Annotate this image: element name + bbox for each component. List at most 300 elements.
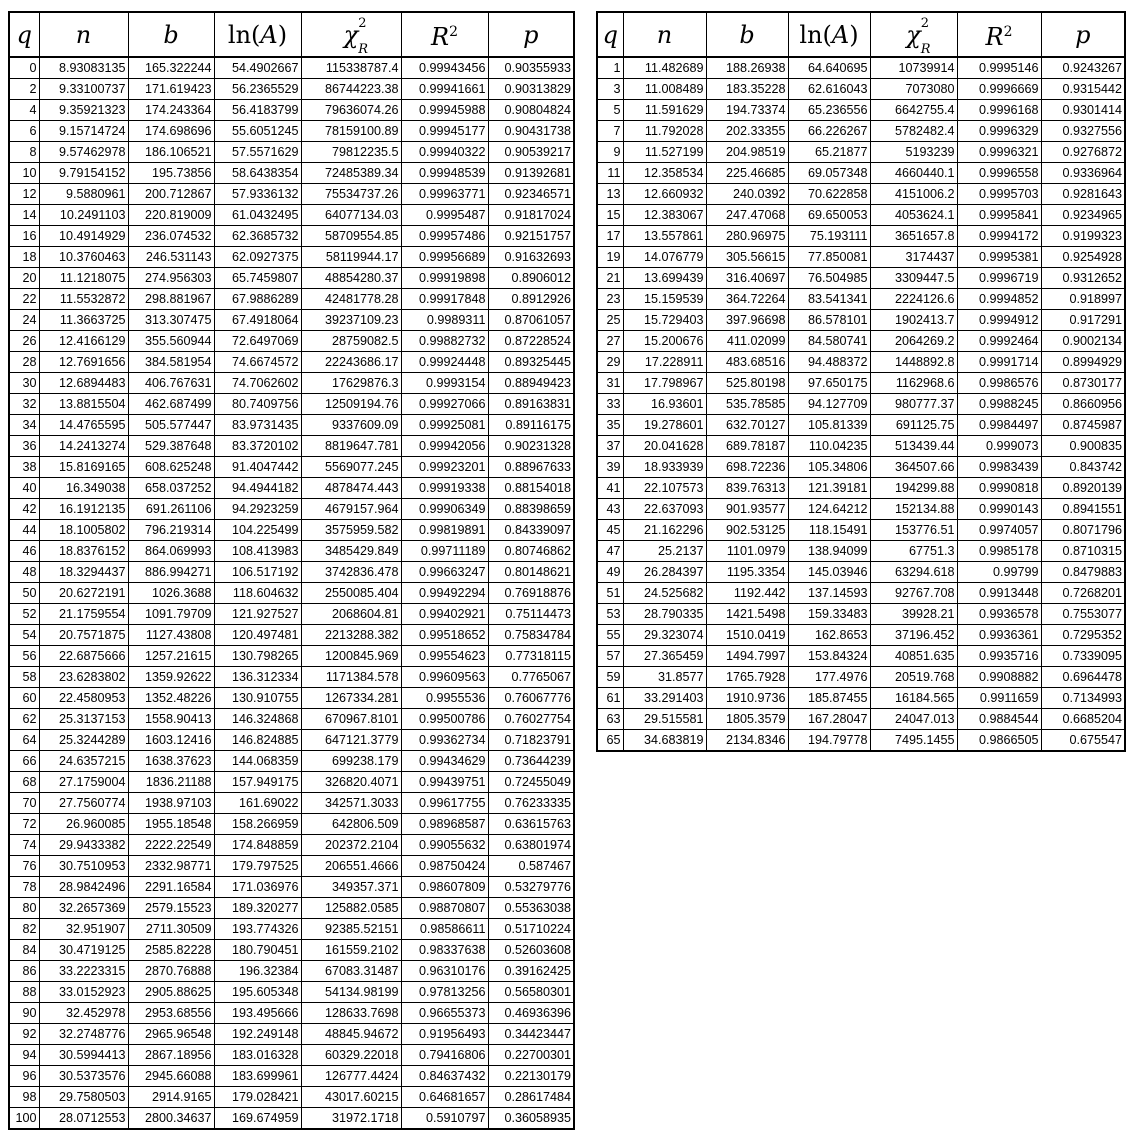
cell-q: 14 [9,205,39,226]
cell-n: 20.7571875 [39,625,128,646]
cell-b: 2579.15523 [128,898,214,919]
cell-q: 34 [9,415,39,436]
cell-q: 45 [597,520,623,541]
cell-p: 0.52603608 [488,940,574,961]
cell-r-squared: 0.9989311 [401,310,488,331]
cell-chi-squared-reduced: 4053624.1 [870,205,957,226]
cell-q: 46 [9,541,39,562]
cell-chi-squared-reduced: 67751.3 [870,541,957,562]
header-n: n [39,12,128,57]
cell-ln-a: 193.774326 [214,919,301,940]
cell-b: 1765.7928 [706,667,788,688]
cell-n: 32.2657369 [39,898,128,919]
cell-r-squared: 0.99617755 [401,793,488,814]
results-table-even-q [8,11,575,1130]
cell-b: 236.074532 [128,226,214,247]
cell-ln-a: 169.674959 [214,1108,301,1130]
cell-p: 0.51710224 [488,919,574,940]
table-row [9,604,574,625]
cell-p: 0.56580301 [488,982,574,1003]
cell-chi-squared-reduced: 72485389.34 [301,163,401,184]
cell-n: 27.365459 [623,646,706,667]
table-row [597,79,1125,100]
table-row [9,1087,574,1108]
cell-ln-a: 72.6497069 [214,331,301,352]
cell-chi-squared-reduced: 5569077.245 [301,457,401,478]
table-row [597,709,1125,730]
cell-n: 31.8577 [623,667,706,688]
cell-ln-a: 167.28047 [788,709,870,730]
cell-ln-a: 83.9731435 [214,415,301,436]
cell-chi-squared-reduced: 40851.635 [870,646,957,667]
cell-b: 1127.43808 [128,625,214,646]
table-row [597,730,1125,752]
cell-ln-a: 185.87455 [788,688,870,709]
cell-n: 27.1759004 [39,772,128,793]
table-row [9,1108,574,1130]
cell-n: 29.323074 [623,625,706,646]
cell-r-squared: 0.99799 [957,562,1041,583]
cell-chi-squared-reduced: 8819647.781 [301,436,401,457]
cell-ln-a: 62.0927375 [214,247,301,268]
table-row [597,499,1125,520]
cell-ln-a: 94.488372 [788,352,870,373]
cell-b: 298.881967 [128,289,214,310]
cell-b: 2800.34637 [128,1108,214,1130]
cell-r-squared: 0.99927066 [401,394,488,415]
cell-n: 28.790335 [623,604,706,625]
cell-p: 0.76067776 [488,688,574,709]
cell-chi-squared-reduced: 642806.509 [301,814,401,835]
cell-n: 10.3760463 [39,247,128,268]
cell-q: 56 [9,646,39,667]
table-row [597,121,1125,142]
cell-n: 10.4914929 [39,226,128,247]
cell-q: 30 [9,373,39,394]
cell-chi-squared-reduced: 4878474.443 [301,478,401,499]
cell-p: 0.55363038 [488,898,574,919]
table-row [9,268,574,289]
cell-ln-a: 70.622858 [788,184,870,205]
table-row [9,898,574,919]
cell-b: 529.387648 [128,436,214,457]
table-row [9,646,574,667]
cell-ln-a: 69.057348 [788,163,870,184]
cell-ln-a: 118.604632 [214,583,301,604]
cell-q: 47 [597,541,623,562]
cell-chi-squared-reduced: 39928.21 [870,604,957,625]
cell-p: 0.91392681 [488,163,574,184]
cell-n: 9.33100737 [39,79,128,100]
cell-chi-squared-reduced: 670967.8101 [301,709,401,730]
cell-ln-a: 54.4902667 [214,57,301,79]
cell-r-squared: 0.9996719 [957,268,1041,289]
cell-n: 9.79154152 [39,163,128,184]
cell-q: 26 [9,331,39,352]
cell-n: 14.076779 [623,247,706,268]
cell-r-squared: 0.79416806 [401,1045,488,1066]
cell-p: 0.72455049 [488,772,574,793]
cell-chi-squared-reduced: 152134.88 [870,499,957,520]
cell-n: 27.7560774 [39,793,128,814]
cell-p: 0.7134993 [1041,688,1125,709]
cell-r-squared: 0.9995703 [957,184,1041,205]
cell-chi-squared-reduced: 7495.1455 [870,730,957,752]
cell-b: 1955.18548 [128,814,214,835]
cell-r-squared: 0.9994172 [957,226,1041,247]
cell-r-squared: 0.9994912 [957,310,1041,331]
table-row [597,562,1125,583]
cell-n: 16.93601 [623,394,706,415]
cell-p: 0.675547 [1041,730,1125,752]
cell-n: 9.35921323 [39,100,128,121]
cell-n: 28.9842496 [39,877,128,898]
cell-q: 90 [9,1003,39,1024]
cell-b: 1510.0419 [706,625,788,646]
header-chi-squared-reduced: χ 2 R [870,12,957,57]
cell-ln-a: 62.616043 [788,79,870,100]
cell-ln-a: 56.2365529 [214,79,301,100]
cell-chi-squared-reduced: 699238.179 [301,751,401,772]
table-row [597,541,1125,562]
cell-n: 8.93083135 [39,57,128,79]
cell-ln-a: 179.797525 [214,856,301,877]
cell-n: 25.3244289 [39,730,128,751]
cell-n: 11.008489 [623,79,706,100]
cell-p: 0.80746862 [488,541,574,562]
cell-n: 33.2223315 [39,961,128,982]
header-p: p [1041,12,1125,57]
cell-chi-squared-reduced: 513439.44 [870,436,957,457]
cell-n: 21.1759554 [39,604,128,625]
cell-p: 0.90431738 [488,121,574,142]
cell-r-squared: 0.99957486 [401,226,488,247]
cell-chi-squared-reduced: 78159100.89 [301,121,401,142]
cell-n: 12.6894483 [39,373,128,394]
table-row [597,205,1125,226]
table-row [597,373,1125,394]
cell-q: 28 [9,352,39,373]
table-row [9,415,574,436]
cell-n: 32.2748776 [39,1024,128,1045]
cell-n: 18.1005802 [39,520,128,541]
cell-b: 2965.96548 [128,1024,214,1045]
cell-q: 19 [597,247,623,268]
cell-ln-a: 80.7409756 [214,394,301,415]
cell-chi-squared-reduced: 647121.3779 [301,730,401,751]
cell-r-squared: 0.9996669 [957,79,1041,100]
cell-chi-squared-reduced: 39237109.23 [301,310,401,331]
cell-b: 698.72236 [706,457,788,478]
cell-r-squared: 0.98870807 [401,898,488,919]
cell-q: 23 [597,289,623,310]
cell-q: 61 [597,688,623,709]
cell-ln-a: 64.640695 [788,57,870,79]
cell-ln-a: 55.6051245 [214,121,301,142]
cell-q: 40 [9,478,39,499]
table-row [9,331,574,352]
cell-p: 0.88398659 [488,499,574,520]
cell-r-squared: 0.98750424 [401,856,488,877]
cell-q: 60 [9,688,39,709]
table-row [597,394,1125,415]
cell-q: 59 [597,667,623,688]
cell-q: 52 [9,604,39,625]
cell-n: 33.0152923 [39,982,128,1003]
cell-p: 0.6964478 [1041,667,1125,688]
cell-r-squared: 0.99923201 [401,457,488,478]
cell-q: 98 [9,1087,39,1108]
cell-ln-a: 104.225499 [214,520,301,541]
cell-b: 1257.21615 [128,646,214,667]
cell-ln-a: 124.64212 [788,499,870,520]
table-row [9,184,574,205]
cell-b: 183.35228 [706,79,788,100]
results-table-odd-q [596,11,1126,752]
cell-n: 13.8815504 [39,394,128,415]
cell-ln-a: 145.03946 [788,562,870,583]
table-row [9,310,574,331]
cell-p: 0.9312652 [1041,268,1125,289]
cell-ln-a: 105.81339 [788,415,870,436]
cell-b: 525.80198 [706,373,788,394]
cell-p: 0.53279776 [488,877,574,898]
cell-n: 9.57462978 [39,142,128,163]
cell-b: 411.02099 [706,331,788,352]
header-chi-squared-reduced: χ 2 R [301,12,401,57]
cell-ln-a: 177.4976 [788,667,870,688]
cell-chi-squared-reduced: 7073080 [870,79,957,100]
cell-q: 65 [597,730,623,752]
cell-chi-squared-reduced: 92385.52151 [301,919,401,940]
cell-q: 49 [597,562,623,583]
cell-p: 0.6685204 [1041,709,1125,730]
cell-ln-a: 146.324868 [214,709,301,730]
cell-r-squared: 0.99956689 [401,247,488,268]
table-row [9,499,574,520]
cell-b: 902.53125 [706,520,788,541]
cell-p: 0.92151757 [488,226,574,247]
cell-chi-squared-reduced: 58119944.17 [301,247,401,268]
table-row [597,142,1125,163]
cell-n: 20.6272191 [39,583,128,604]
table-row [9,751,574,772]
cell-p: 0.88154018 [488,478,574,499]
cell-b: 240.0392 [706,184,788,205]
cell-q: 82 [9,919,39,940]
cell-chi-squared-reduced: 161559.2102 [301,940,401,961]
cell-ln-a: 194.79778 [788,730,870,752]
cell-chi-squared-reduced: 1267334.281 [301,688,401,709]
cell-ln-a: 159.33483 [788,604,870,625]
cell-p: 0.8071796 [1041,520,1125,541]
cell-chi-squared-reduced: 64077134.03 [301,205,401,226]
cell-ln-a: 193.495666 [214,1003,301,1024]
cell-p: 0.89116175 [488,415,574,436]
cell-ln-a: 179.028421 [214,1087,301,1108]
cell-ln-a: 108.413983 [214,541,301,562]
cell-r-squared: 0.84637432 [401,1066,488,1087]
table-row [9,436,574,457]
cell-b: 247.47068 [706,205,788,226]
cell-q: 72 [9,814,39,835]
cell-r-squared: 0.98337638 [401,940,488,961]
header-b: b [706,12,788,57]
cell-ln-a: 77.850081 [788,247,870,268]
cell-p: 0.89163831 [488,394,574,415]
cell-p: 0.88949423 [488,373,574,394]
cell-r-squared: 0.99925081 [401,415,488,436]
cell-r-squared: 0.99940322 [401,142,488,163]
cell-n: 30.7510953 [39,856,128,877]
cell-b: 483.68516 [706,352,788,373]
cell-p: 0.75834784 [488,625,574,646]
cell-r-squared: 0.9995146 [957,57,1041,79]
cell-n: 29.9433382 [39,835,128,856]
cell-p: 0.36058935 [488,1108,574,1130]
cell-r-squared: 0.99711189 [401,541,488,562]
cell-b: 1603.12416 [128,730,214,751]
cell-b: 1910.9736 [706,688,788,709]
cell-r-squared: 0.96655373 [401,1003,488,1024]
cell-ln-a: 67.4918064 [214,310,301,331]
cell-b: 886.994271 [128,562,214,583]
cell-p: 0.8730177 [1041,373,1125,394]
cell-q: 62 [9,709,39,730]
cell-n: 14.2413274 [39,436,128,457]
cell-ln-a: 76.504985 [788,268,870,289]
cell-n: 25.2137 [623,541,706,562]
cell-n: 9.15714724 [39,121,128,142]
table-row [9,352,574,373]
cell-n: 12.4166129 [39,331,128,352]
cell-n: 25.3137153 [39,709,128,730]
cell-chi-squared-reduced: 115338787.4 [301,57,401,79]
cell-r-squared: 0.99609563 [401,667,488,688]
cell-r-squared: 0.99500786 [401,709,488,730]
table-row [9,478,574,499]
cell-p: 0.9336964 [1041,163,1125,184]
cell-r-squared: 0.9936361 [957,625,1041,646]
cell-chi-squared-reduced: 691125.75 [870,415,957,436]
table-row [9,667,574,688]
cell-b: 691.261106 [128,499,214,520]
cell-p: 0.843742 [1041,457,1125,478]
cell-r-squared: 0.99941661 [401,79,488,100]
cell-r-squared: 0.5910797 [401,1108,488,1130]
cell-r-squared: 0.91956493 [401,1024,488,1045]
cell-ln-a: 153.84324 [788,646,870,667]
cell-n: 32.452978 [39,1003,128,1024]
cell-chi-squared-reduced: 202372.2104 [301,835,401,856]
cell-chi-squared-reduced: 79636074.26 [301,100,401,121]
cell-b: 1494.7997 [706,646,788,667]
cell-p: 0.9327556 [1041,121,1125,142]
cell-q: 37 [597,436,623,457]
cell-chi-squared-reduced: 12509194.76 [301,394,401,415]
table-row [9,100,574,121]
cell-p: 0.8660956 [1041,394,1125,415]
cell-n: 18.8376152 [39,541,128,562]
cell-ln-a: 161.69022 [214,793,301,814]
cell-chi-squared-reduced: 206551.4666 [301,856,401,877]
cell-b: 188.26938 [706,57,788,79]
cell-q: 44 [9,520,39,541]
table-row [9,79,574,100]
cell-chi-squared-reduced: 60329.22018 [301,1045,401,1066]
cell-ln-a: 183.016328 [214,1045,301,1066]
cell-ln-a: 174.848859 [214,835,301,856]
cell-b: 2953.68556 [128,1003,214,1024]
cell-chi-squared-reduced: 2068604.81 [301,604,401,625]
cell-q: 41 [597,478,623,499]
cell-p: 0.8906012 [488,268,574,289]
cell-p: 0.75114473 [488,604,574,625]
cell-n: 24.6357215 [39,751,128,772]
cell-b: 839.76313 [706,478,788,499]
cell-q: 10 [9,163,39,184]
cell-p: 0.917291 [1041,310,1125,331]
table-row [597,226,1125,247]
cell-chi-squared-reduced: 37196.452 [870,625,957,646]
cell-b: 2945.66088 [128,1066,214,1087]
cell-b: 2585.82228 [128,940,214,961]
cell-r-squared: 0.99362734 [401,730,488,751]
table-row [597,289,1125,310]
table-row [9,226,574,247]
cell-n: 22.6875666 [39,646,128,667]
cell-p: 0.87061057 [488,310,574,331]
cell-p: 0.7295352 [1041,625,1125,646]
cell-chi-squared-reduced: 4679157.964 [301,499,401,520]
cell-r-squared: 0.96310176 [401,961,488,982]
cell-b: 2914.9165 [128,1087,214,1108]
cell-r-squared: 0.9996168 [957,100,1041,121]
cell-b: 202.33355 [706,121,788,142]
cell-p: 0.9002134 [1041,331,1125,352]
table-row [597,331,1125,352]
table-row [597,457,1125,478]
cell-chi-squared-reduced: 4151006.2 [870,184,957,205]
cell-ln-a: 69.650053 [788,205,870,226]
cell-n: 13.699439 [623,268,706,289]
cell-chi-squared-reduced: 153776.51 [870,520,957,541]
cell-r-squared: 0.99055632 [401,835,488,856]
cell-q: 58 [9,667,39,688]
cell-chi-squared-reduced: 48845.94672 [301,1024,401,1045]
cell-q: 42 [9,499,39,520]
cell-p: 0.63801974 [488,835,574,856]
header-q: q [9,12,39,57]
cell-b: 171.619423 [128,79,214,100]
table-row [9,1045,574,1066]
cell-r-squared: 0.64681657 [401,1087,488,1108]
cell-ln-a: 86.578101 [788,310,870,331]
cell-b: 1192.442 [706,583,788,604]
cell-chi-squared-reduced: 22243686.17 [301,352,401,373]
cell-b: 1805.3579 [706,709,788,730]
cell-p: 0.90804824 [488,100,574,121]
cell-q: 68 [9,772,39,793]
cell-q: 54 [9,625,39,646]
cell-p: 0.8994929 [1041,352,1125,373]
cell-p: 0.76027754 [488,709,574,730]
cell-p: 0.587467 [488,856,574,877]
cell-q: 57 [597,646,623,667]
cell-r-squared: 0.9995841 [957,205,1041,226]
cell-n: 11.1218075 [39,268,128,289]
cell-chi-squared-reduced: 2550085.404 [301,583,401,604]
